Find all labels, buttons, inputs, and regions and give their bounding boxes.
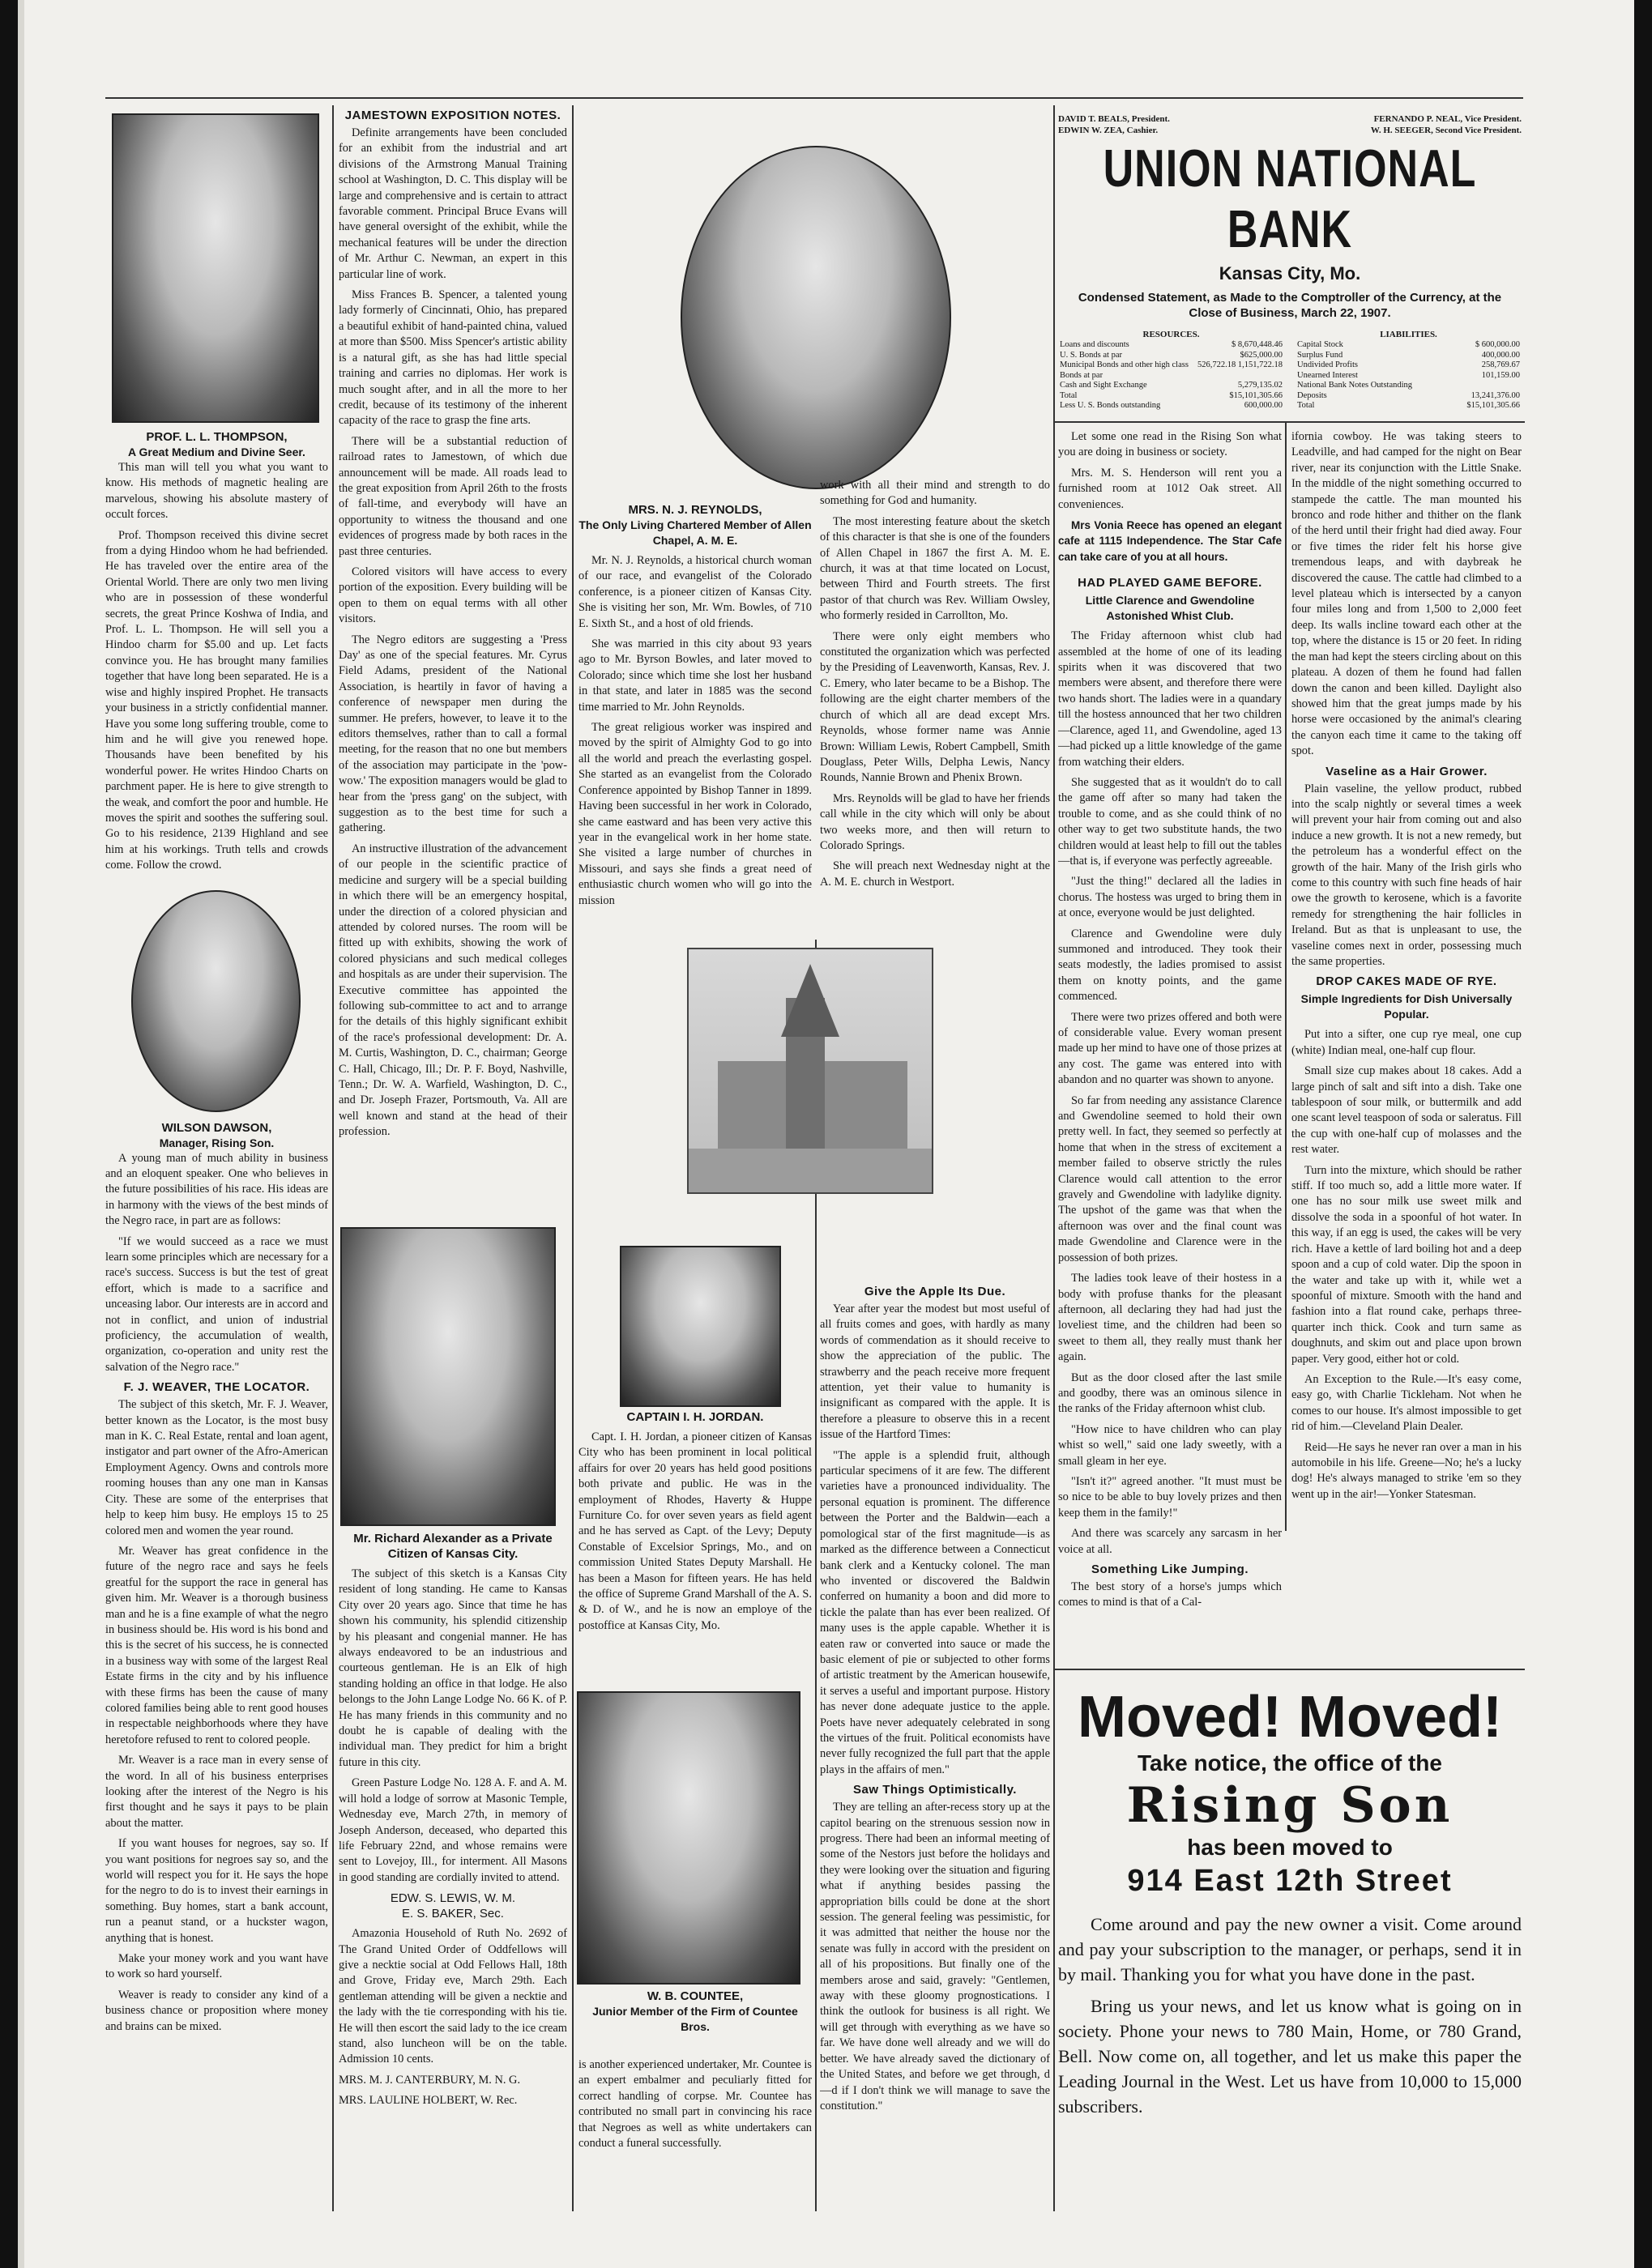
moved-advertisement bbox=[1058, 1685, 1522, 2203]
amazonia-signature: MRS. M. J. CANTERBURY, M. N. G. bbox=[339, 2073, 521, 2087]
resource-row-label: Municipal Bonds and other high class Bonds at par bbox=[1060, 360, 1189, 380]
liability-row bbox=[1296, 401, 1522, 411]
whist-paragraph: "Just the thing!" declared all the ladies in chorus. The hostess was urged to bring them in at once, everyone would be just delighted. bbox=[1058, 875, 1282, 920]
whist-paragraph: There were two prizes offered and both were of considerable value. Every woman present made up her mind to have one of those prizes at any cost. The game was entered into with abandon and no quarter was shown to anyone. bbox=[1058, 1010, 1282, 1087]
lodge-signature: E. S. BAKER, Sec. bbox=[402, 1907, 504, 1921]
officer-line: W. H. SEEGER, Second Vice President. bbox=[1370, 126, 1522, 135]
dawson-portrait bbox=[131, 890, 301, 1112]
church-photo bbox=[687, 948, 933, 1194]
whist-paragraph: "Isn't it?" agreed another. "It must must be so nice to be able to buy lovely prizes and then keep them in the family!" bbox=[1058, 1474, 1282, 1520]
reynolds-caption: MRS. N. J. REYNOLDS, bbox=[628, 503, 762, 517]
countee-portrait bbox=[577, 1691, 800, 1985]
resource-row-label: U. S. Bonds at par bbox=[1060, 350, 1122, 360]
column-6 bbox=[1291, 429, 1522, 1665]
liabilities-heading: LIABILITIES. bbox=[1380, 330, 1437, 339]
officers-right bbox=[1371, 113, 1522, 136]
jumping-paragraph: The best story of a horse's jumps which comes to mind is that of a Cal- bbox=[1058, 1580, 1282, 1609]
whist-paragraph: So far from needing any assistance Clarence and Gwendoline seemed to hold their own pretty well. In fact, they seemed so perfectly at home that when in the stress of excitement a member failed to observe strictly the rules Clarence would call attention to the error gravely and Gwendoline with ladylike dignity. The upshot of the game was that when the afternoon was over and the final count was made Gwendoline and Clarence were in the possession of both prizes. bbox=[1058, 1094, 1282, 1264]
countee-caption: W. B. COUNTEE, bbox=[647, 1989, 744, 2003]
dawson-caption: WILSON DAWSON, bbox=[161, 1120, 272, 1135]
alexander-caption: Mr. Richard Alexander as a Private Citizen of Kansas City. bbox=[353, 1532, 553, 1561]
liability-row-label: Unearned Interest bbox=[1297, 370, 1358, 380]
liabilities-table bbox=[1296, 340, 1522, 411]
dawson-subcaption: Manager, Rising Son. bbox=[159, 1136, 275, 1149]
liability-row bbox=[1296, 360, 1522, 371]
thompson-paragraph: This man will tell you what you want to know. His methods of magnetic healing are marvelous, showing his absolute mastery of occult forces. bbox=[105, 461, 328, 522]
liability-row bbox=[1296, 391, 1522, 402]
alexander-portrait bbox=[340, 1227, 556, 1526]
whist-paragraph: "How nice to have children who can play whist so well," said one lady sweetly, with a small gleam in her eye. bbox=[1058, 1422, 1282, 1468]
column-1 bbox=[105, 113, 328, 2203]
resource-row-value: 600,000.00 bbox=[1244, 401, 1283, 410]
resources-heading: RESOURCES. bbox=[1142, 330, 1200, 339]
jamestown-paragraph: There will be a substantial reduction of railroad rates to Jamestown, of which due announcement will be made. All roads lead to the great exposition from April 26th to the frosts of fall-time, and everybody will have an opportunity to witness the thousand and one evidences of progress made by both races in the past three centuries. bbox=[339, 434, 567, 558]
liability-row-label: Total bbox=[1297, 401, 1315, 410]
resource-row-value: $625,000.00 bbox=[1240, 350, 1283, 360]
liability-row-value: 400,000.00 bbox=[1481, 350, 1520, 360]
officer-line: EDWIN W. ZEA, Cashier. bbox=[1058, 126, 1159, 135]
weaver-headline: F. J. WEAVER, THE LOCATOR. bbox=[123, 1380, 310, 1395]
column-4 bbox=[820, 478, 1050, 932]
resource-row-value: 5,279,135.02 bbox=[1237, 381, 1283, 390]
reynolds-portrait bbox=[681, 146, 951, 489]
vaseline-headline: Vaseline as a Hair Grower. bbox=[1325, 764, 1488, 778]
resource-row-value: 526,722.18 1,151,722.18 bbox=[1197, 360, 1283, 369]
take-notice-line: Take notice, the office of the bbox=[1138, 1750, 1442, 1776]
weaver-paragraph: Make your money work and you want have to work so hard yourself. bbox=[105, 1952, 328, 1981]
left-page-edge bbox=[18, 0, 24, 2268]
ad-paragraph: Come around and pay the new owner a visit. Come around and pay your subscription to the manager, or perhaps, send it in by mail. Thanking you for what you have done in the past. bbox=[1058, 1914, 1522, 1985]
church-ground bbox=[689, 1149, 932, 1192]
jamestown-paragraph: The Negro editors are suggesting a 'Press Day' as one of the special features. Mr. Cyrus Field Adams, president of the National Association, is heartily in favor of having a conference of newspaper men during the summer. He prefers, however, to leave it to the editors themselves, rather than to call a formal meeting, for the reason that no one but members of the association may participate in the 'pow-wow.' The exposition managers would be glad to hear from the 'press gang' on the subject, with suggestion as to the best time for such a gathering. bbox=[339, 633, 567, 835]
whist-paragraph: The Friday afternoon whist club had assembled at the home of one of its leading spirits when it was discovered that two members were absent, and therefore there were two hands short. The ladies were in a quandary till the hostess announced that her two children—Clarence, aged 11, and Gwendoline, aged 13—had picked up a little knowledge of the game from watching their elders. bbox=[1058, 629, 1282, 769]
thompson-paragraph: Prof. Thompson received this divine secret from a dying Hindoo whom he had befriended. He has traveled over the entire area of the Oriental World. There are only two men living who are in possession of these wonderful secrets, the great Prince Koshwa of India, and Prof. L. L. Thompson. He will sell you a Hindoo charm for $5.00 and up. Let facts convince you. He has brought many families together that have long been separated. He is a wise and highly inspired Prophet. He transacts your business in a strictly confidential manner. Have you some long suffering trouble, come to him and he will give you renewed hope. Thousands have been benefited by his wonderful power. He writes Hindoo Charts on parchment paper. He is here to give strength to the weak, and comfort the poor and humble. He moves the spirit and soothes the suffering soul. Go to his residence, 2139 Highland and see him at his workings. Truth tells and crowds come. Follow the crowd. bbox=[105, 528, 328, 872]
page-top-rule bbox=[105, 97, 1523, 99]
reid-joke: Reid—He says he never ran over a man in his automobile in his life. Greene—No; he's a lucky dog! He's always managed to strike 'em so they went up in the air!—Yonker Statesman. bbox=[1291, 1440, 1522, 1501]
resource-row-value: $15,101,305.66 bbox=[1229, 390, 1283, 400]
liability-row bbox=[1296, 340, 1522, 351]
whist-headline: HAD PLAYED GAME BEFORE. bbox=[1078, 576, 1262, 590]
bank-city: Kansas City, Mo. bbox=[1219, 263, 1361, 284]
optimism-headline: Saw Things Optimistically. bbox=[853, 1783, 1017, 1797]
column-4-lower bbox=[820, 1280, 1050, 2211]
liability-row bbox=[1296, 371, 1522, 382]
officer-line: FERNANDO P. NEAL, Vice President. bbox=[1373, 114, 1522, 124]
horse-paragraph: ifornia cowboy. He was taking steers to Leadville, and had camped for the night on Bear river, near its conjunction with the Little Snake. In the middle of the night something occurred to stampede the cattle. The man mounted his bronco and rode hither and thither on the flank of the herd until their fright had died away. Four or five times the rider felt his horse give tremendous leaps, and with daybreak he discovered the cause. The cattle had climbed to a level plateau which is intersected by a canyon four miles long and from 1,500 to 2,000 feet deep. Its walls incline toward each other at the top, where the distance is 15 or 20 feet. In riding the man had kept the steers circling about on this plateau. A dozen of them he found had fallen down the canon and been killed. Daylight also showed him that the great jumps made by his horse were occasioned by the animal's clearing the canyon each time it came to the taking off spot. bbox=[1291, 430, 1522, 758]
resource-row bbox=[1058, 401, 1284, 411]
reynolds-paragraph: Mr. N. J. Reynolds, a historical church woman of our race, and evangelist of the Colorado conference, is a pioneer citizen of Kansas City. She is visiting her son, Mr. Wm. Bowles, of 710 E. Sixth St., and a host of old friends. bbox=[578, 554, 812, 630]
weaver-paragraph: Weaver is ready to consider any kind of a business chance or proposition where money and brains can be mixed. bbox=[105, 1988, 328, 2033]
weaver-paragraph: Mr. Weaver has great confidence in the future of the negro race and says he feels greatful for the support the race in general has given him. Mr. Weaver is a thorough business man and he is a fine example of what the negro in business should be. His word is his bond and this is the secret of his success, he is connected in a business way with some of the largest Real Estate firms in the city and by his influence with these firms has been the cause of many colored families being able to rent good houses in respectable neighborhoods where they have heretofore refused to rent to colored people. bbox=[105, 1544, 328, 1746]
lodge-signature: EDW. S. LEWIS, W. M. bbox=[390, 1891, 516, 1906]
apple-headline: Give the Apple Its Due. bbox=[864, 1285, 1006, 1298]
countee-paragraph: is another experienced undertaker, Mr. Countee is an expert embalmer and peculiarly fitted for correct handling of corpse. Mr. Countee has contributed no small part in convincing his race that Negroes as well as white undertakers can conduct a funeral successfully. bbox=[578, 2058, 812, 2151]
column-2-lower bbox=[339, 1531, 567, 2211]
thompson-portrait bbox=[112, 113, 319, 423]
right-scan-border bbox=[1634, 0, 1652, 2268]
jordan-caption: CAPTAIN I. H. JORDAN. bbox=[626, 1410, 764, 1424]
resource-row-label: Cash and Sight Exchange bbox=[1060, 381, 1147, 390]
countee-text-block bbox=[578, 2057, 812, 2211]
resource-row-value: $ 8,670,448.46 bbox=[1232, 340, 1283, 349]
liability-row-label: Surplus Fund bbox=[1297, 350, 1343, 360]
whist-paragraph: But as the door closed after the last smile and goodby, there was an ominous silence in the ranks of the Friday afternoon whist club. bbox=[1058, 1371, 1282, 1416]
liability-row-label: National Bank Notes Outstanding bbox=[1297, 381, 1413, 390]
liability-row-label: Undivided Profits bbox=[1297, 360, 1358, 369]
jamestown-paragraph: Definite arrangements have been concluded for an exhibit from the industrial and art divisions of the Armstrong Manual Training school at Washington, D. C. This display will be large and comprehensive and is certain to attract favorable comment. Principal Bruce Evans will have general oversight of the exhibit, while the mechanical features will be under the direction of Mr. Arthur C. Newman, an expert in this particular line of work. bbox=[339, 126, 567, 281]
liability-row-value bbox=[1449, 381, 1522, 391]
reynolds-paragraph: She was married in this city about 93 years ago to Mr. Byrson Bowles, and later moved to Colorado; since which time she lost her husband in that state, and later in 1885 was the second time married to Mr. John Reynolds. bbox=[578, 637, 812, 714]
column-rule bbox=[1285, 421, 1287, 1531]
ad-paragraph: Bring us your news, and let us know what is going on in society. Phone your news to 780 Main, Home, or 780 Grand, Bell. Now come on, all together, and let us make this paper the Leading Journal in the West. Let us have from 10,000 to 15,000 subscribers. bbox=[1058, 1996, 1522, 2117]
liability-row bbox=[1296, 351, 1522, 361]
bank-financials bbox=[1058, 329, 1522, 411]
jordan-paragraph: Capt. I. H. Jordan, a pioneer citizen of Kansas City who has been prominent in local political affairs for over 20 years has held good positions both private and public. He was in the employment of Rhodes, Haverty & Huppe Furniture Co. for over seven years as field agent and he has served as Capt. of the Levy; Deputy Constable of Excelsior Springs, Mo., and on commission United States Deputy Marshall. He has been a Mason for fifteen years. He has held the office of Supreme Grand Marshall of the A. S. & D. of W., and he is now an employe of the postoffice at Kansas City, Mo. bbox=[578, 1430, 812, 1632]
reynolds-paragraph: The great religious worker was inspired and moved by the spirit of Almighty God to go into all the world and preach the everlasting gospel. She started as an evangelist from the Colorado Conference appointed by Bishop Tanner in 1899. Having been successful in her work in Colorado, she came eastward and has been very active this year in the evangelical work in her home state. She visited a large number of churches in Missouri, and says she finds a great need of enthusiastic church women who will go into the mission bbox=[578, 721, 812, 907]
liability-row-label: Capital Stock bbox=[1297, 340, 1343, 349]
moved-ad-top-rule bbox=[1055, 1669, 1525, 1670]
resource-row-label: Loans and discounts bbox=[1060, 340, 1129, 349]
column-rule bbox=[332, 105, 334, 2211]
amazonia-paragraph: Amazonia Household of Ruth No. 2692 of The Grand United Order of Oddfellows will give a necktie social at Odd Fellows Hall, 18th and Grove, Friday eve, March 29th. Each gentleman attending will be given a necktie and the lady with the tie corresponding with his tie. He will then escort the said lady to the ice cream stand, also luncheon will be on the table. Admission 10 cents. bbox=[339, 1927, 567, 2066]
jamestown-headline: JAMESTOWN EXPOSITION NOTES. bbox=[344, 109, 561, 122]
jamestown-paragraph: An instructive illustration of the advancement of our people in the scientific practice of medicine and surgery will be a special building in which there will be an emergency hospital, under the direction of a colored physician and attended by colored nurses. The room will be fitted up with exhibits, showing the work of colored physicians and such medical colleges and hospitals as are under their supervision. The Executive committee has appointed the following sub-committee to act and to arrange for the details of this highly significant exhibit of the race's professional development: Dr. A. M. Curtis, Washington, D. C., chairman; George C. Hall, Chicago, Ill.; Dr. P. F. Boyd, Nashville, Tenn.; Dr. W. A. Warfield, Washington, D. C., and Dr. Joseph Frazer, Portsmouth, Va. All are well known and stand at the head of their profession. bbox=[339, 842, 567, 1139]
whist-paragraph: She suggested that as it wouldn't do to call the game off after so many had taken the trouble to come, and as she could think of no other way to get two substitute hands, the two children would at least help to fill out the tables—that is, if everyone was perfectly agreeable. bbox=[1058, 775, 1282, 868]
local-note: Let some one read in the Rising Son what you are doing in business or society. bbox=[1058, 430, 1282, 459]
liability-row bbox=[1296, 381, 1522, 391]
weaver-paragraph: If you want houses for negroes, say so. If you want positions for negroes say so, and the world will respect you for it. He says the hope for the negro to do is to invest their earnings in something. Buy homes, start a bank account, run a peanut stand, or a huckster wagon, anything that is honest. bbox=[105, 1837, 328, 1945]
bank-name: UNION NATIONAL BANK bbox=[1103, 139, 1477, 259]
whist-subheadline: Little Clarence and Gwendoline Astonished Whist Club. bbox=[1085, 594, 1255, 623]
liability-row-value: $ 600,000.00 bbox=[1475, 340, 1520, 349]
resource-row bbox=[1058, 381, 1284, 391]
jordan-portrait bbox=[620, 1246, 781, 1407]
resource-row-label: Total bbox=[1060, 390, 1078, 400]
church-spire bbox=[781, 964, 839, 1037]
bank-advertisement bbox=[1058, 113, 1522, 418]
amazonia-signature: MRS. LAULINE HOLBERT, W. Rec. bbox=[339, 2094, 518, 2108]
resource-row bbox=[1058, 360, 1284, 381]
reynolds-continued: The most interesting feature about the sketch of this character is that she is one of the founders of Allen Chapel in 1867 the first A. M. E. church, it was at that time located on Locust, between Third and Fourth streets. The first pastor of that church was Rev. William Owsley, who formerly resided in Carrollton, Mo. bbox=[820, 514, 1050, 623]
vaseline-paragraph: Plain vaseline, the yellow product, rubbed into the scalp nightly or several times a week will prevent your hair from coming out and also induce a new growth. It is not a new remedy, but the petroleum has a wonderful effect on the growth of the hair. Many of the Irish girls who come to this country with such fine heads of hair owe the growth to kerosene, which is a favorite remedy for strengthening the hair follicles in Ireland. But as that is unpleasant to use, the vaseline comes next in order, possessing much the same properties. bbox=[1291, 782, 1522, 968]
reynolds-continued: work with all their mind and strength to do something for God and humanity. bbox=[820, 479, 1050, 508]
reynolds-continued: Mrs. Reynolds will be glad to have her friends call while in the city which will only be about two weeks more, and then will return to Colorado Springs. bbox=[820, 791, 1050, 852]
liability-row-value: $15,101,305.66 bbox=[1466, 401, 1520, 410]
bank-officers bbox=[1058, 113, 1522, 136]
thompson-caption: PROF. L. L. THOMPSON, bbox=[146, 430, 288, 444]
whist-paragraph: The ladies took leave of their hostess in a body with profuse thanks for the pleasant afternoon, all declaring they had had just the loveliest time, and the children had been so sweet to them all, they really must thank her again. bbox=[1058, 1272, 1282, 1364]
column-3-countee bbox=[578, 1989, 812, 2053]
resources-block bbox=[1058, 329, 1284, 411]
column-rule bbox=[572, 105, 574, 2211]
whist-paragraph: And there was scarcely any sarcasm in her voice at all. bbox=[1058, 1527, 1282, 1556]
resource-row-label: Less U. S. Bonds outstanding bbox=[1060, 401, 1161, 410]
drop-cakes-paragraph: Small size cup makes about 18 cakes. Add a large pinch of salt and sift into a dish. Take one tablespoon of sour milk, or buttermilk and add one scant level teaspoon of soda or saleratus. Fill the cup with one-half cup of molasses and the rest water. bbox=[1291, 1064, 1522, 1157]
column-3 bbox=[578, 502, 812, 923]
drop-cakes-subheadline: Simple Ingredients for Dish Universally Popular. bbox=[1300, 992, 1513, 1021]
resource-row bbox=[1058, 351, 1284, 361]
local-note: Mrs. M. S. Henderson will rent you a furnished room at 1012 Oak street. All conveniences. bbox=[1058, 466, 1282, 511]
dawson-paragraph: "If we would succeed as a race we must learn some principles which are necessary for a race's success. Success is but the test of great effort, which is made to a sacrifice and unceasing labor. Our interests are in accord and not in conflict, and union of industrial proficiency, the accumulation of wealth, organization, co-operation and unity rest the salvation of the Negro race." bbox=[105, 1234, 328, 1374]
moved-headline: Moved! Moved! bbox=[1077, 1685, 1502, 1750]
jamestown-paragraph: Colored visitors will have access to every portion of the exposition. Every building will be open to them on equal terms with all other visitors. bbox=[339, 565, 567, 626]
drop-cakes-headline: DROP CAKES MADE OF RYE. bbox=[1316, 974, 1497, 989]
column-3-jordan bbox=[578, 1409, 812, 1685]
bank-statement: Condensed Statement, as Made to the Comptroller of the Currency, at the Close of Business, March 22, 1907. bbox=[1078, 291, 1502, 320]
liability-row-value: 258,769.67 bbox=[1481, 360, 1520, 369]
star-cafe-note: Mrs Vonia Reece has opened an elegant cafe at 1115 Independence. The Star Cafe can take care of you at all hours. bbox=[1058, 519, 1282, 563]
weaver-paragraph: Mr. Weaver is a race man in every sense of the word. In all of his business enterprises looking after the interest of the Negro is his first thought and he says it pays to be plain about the matter. bbox=[105, 1754, 328, 1830]
bank-directors bbox=[1058, 416, 1522, 419]
thompson-subcaption: A Great Medium and Divine Seer. bbox=[128, 446, 305, 458]
dawson-paragraph: A young man of much ability in business and an eloquent speaker. One who believes in the future possibilities of his race. His ideas are in harmony with the views of the best minds of the Negro race, in part are as follows: bbox=[105, 1151, 328, 1228]
moved-to-line: has been moved to bbox=[1187, 1835, 1393, 1860]
jamestown-paragraph: Miss Frances B. Spencer, a talented young lady formerly of Cincinnati, Ohio, has prepared a beautiful exhibit of hand-painted china, valued at more than $500. Miss Spencer's artistic ability is a natural gift, as she has had little special training and carries no diplomas. Her work is much sought after, and in all the more to her credit, because of its testimony of the inherent capacity of the race to grasp the fine arts. bbox=[339, 288, 567, 428]
officer-line: DAVID T. BEALS, President. bbox=[1058, 114, 1170, 124]
drop-cakes-paragraph: Turn into the mixture, which should be rather stiff. If too much so, add a little more water. If one has no sour milk use sweet milk and dissolve the soda in a spoonful of hot water. In this way, if an egg is used, the cakes will be very rich. Have a kettle of lard boiling hot and a deep spoon and a cup of cold water. Dip the spoon in the water and take up with it, while wet a spoonful of mixture. Smooth with the hand and fashion into a flat round cake, perhaps three-quarter inch thick. Cook and turn same as doughnuts, and skim out and place upon brown paper. Very good, either hot or cold. bbox=[1291, 1163, 1522, 1366]
liability-row-value: 13,241,376.00 bbox=[1471, 390, 1520, 400]
resources-table bbox=[1058, 340, 1284, 411]
weaver-paragraph: The subject of this sketch, Mr. F. J. Weaver, better known as the Locator, is the most busy man in K. C. Real Estate, rental and loan agent, instigator and part owner of the Afro-American Employment Agency. Owns and controls more rooming houses than any one man in Kansas City. These are some of the enterprises that help to keep him busy. He employs 15 to 25 colored men and women the year round. bbox=[105, 1398, 328, 1537]
resource-row bbox=[1058, 340, 1284, 351]
liabilities-block bbox=[1296, 329, 1522, 411]
lodge-paragraph: Green Pasture Lodge No. 128 A. F. and A. M. will hold a lodge of sorrow at Masonic Temple, Wednesday eve, March 27th, in memory of Joseph Anderson, deceased, who departed this life February 22nd, and whose remains were sent to Lovejoy, Ill., for interment. All Masons in good standing are cordially invited to attend. bbox=[339, 1776, 567, 1884]
reynolds-continued: There were only eight members who constituted the organization which was perfected by the Presiding of Leavenworth, Kansas, Rev. J. C. Emery, who later became to be a Bishop. The following are the eight charter members of the church of which all are dead except Mrs. Reynolds, whose former name was Annie Brown: William Lewis, Robert Campbell, Smith Douglass, Peter Wills, Delpha Lewis, Nancy Rounds, Nannie Brown and Phenix Brown. bbox=[820, 629, 1050, 785]
apple-paragraph: "The apple is a splendid fruit, although particular specimens of it are few. The different varieties have a pronounced individuality. The personal equation is prominent. The difference between the Porter and the Baldwin—each a pomological star of the first magnitude—is as marked as the difference between a Connecticut bank clerk and a Kentucky colonel. The man who invented or discovered the Baldwin conferred on humanity a boon and did more to tickle the palate than has ever been realized. Of many uses is the apple capable. Whether it is eaten raw or converted into sauce or made the basic element of pie or subjected to other forms of artistic treatment by the American housewife, it serves a useful and important purpose. History has never done adequate justice to the apple. Poets have never adequately celebrated in song the virtues of the fruit. Political economists have never fully recognized the full part that the apple plays in the affairs of men." bbox=[820, 1448, 1050, 1776]
countee-subcaption: Junior Member of the Firm of Countee Bros. bbox=[592, 2005, 798, 2033]
bank-ad-bottom-rule bbox=[1055, 421, 1525, 423]
officers-left bbox=[1058, 113, 1170, 136]
resource-row bbox=[1058, 391, 1284, 402]
reynolds-continued: She will preach next Wednesday night at the A. M. E. church in Westport. bbox=[820, 859, 1050, 889]
drop-cakes-paragraph: Put into a sifter, one cup rye meal, one cup (white) Indian meal, one-half cup flour. bbox=[1291, 1028, 1522, 1057]
jumping-headline: Something Like Jumping. bbox=[1091, 1562, 1249, 1576]
liability-row-label: Deposits bbox=[1297, 390, 1327, 400]
optimism-paragraph: They are telling an after-recess story up at the capitol bearing on the strenuous session now in progress. There had been an informal meeting of some of the Nestors just before the holidays and they were looking over the situation and figuring what if anything besides passing the appropriation bills could be done at the short session. The general feeling was pessimistic, for it was admitted that neither the house nor the senate was fully in accord with the president on all of his propositions. But finally one of the members arose and said, gravely: "Gentlemen, away with these gloomy prognostications. I think the outlook for business is all right. We will get through with everything as we have so far. We have done well already and we will do better. We have already saved the dictionary of the United States, and before we get through, d—d if I don't think we will manage to save the constitution." bbox=[820, 1801, 1050, 2112]
reynolds-subcaption: The Only Living Chartered Member of Allen Chapel, A. M. E. bbox=[578, 518, 812, 547]
exception-joke: An Exception to the Rule.—It's easy come, easy go, with Charlie Tickleham. Not when he comes to our house. It's almost impossible to get rid of him.—Cleveland Plain Dealer. bbox=[1291, 1372, 1522, 1434]
apple-paragraph: Year after year the modest but most useful of all fruits comes and goes, with hardly as many words of commendation as it should receive to show the appreciation of the public. The strawberry and the peach receive more frequent attention, yet their value to humanity is insignificant as compared with the apple. It is therefore a pleasure to observe this in a recent issue of the Hartford Times: bbox=[820, 1302, 1050, 1442]
rising-son-title: Rising Son bbox=[1126, 1777, 1454, 1834]
whist-paragraph: Clarence and Gwendoline were duly summoned and introduced. They took their seats modestly, the ladies promised to assist them on knotty points, and the game commenced. bbox=[1058, 927, 1282, 1004]
liability-row-value: 101,159.00 bbox=[1481, 370, 1520, 380]
left-scan-border bbox=[0, 0, 18, 2268]
alexander-paragraph: The subject of this sketch is a Kansas City resident of long standing. He came to Kansas City over 20 years ago. Since that time he has shown his community, his splendid citizenship by his pleasant and congenial manner. He has always endeavored to be an industrious and courteous gentleman. He is an Elk of high standing holding an office in that lodge. He also belongs to the John Lange Lodge No. 66 K. of P. He has many friends in this community and no doubt he is capable of dealing with the individual man. They predict for him a bright future in this city. bbox=[339, 1567, 567, 1769]
column-5 bbox=[1058, 429, 1282, 1665]
new-address: 914 East 12th Street bbox=[1127, 1864, 1453, 1898]
